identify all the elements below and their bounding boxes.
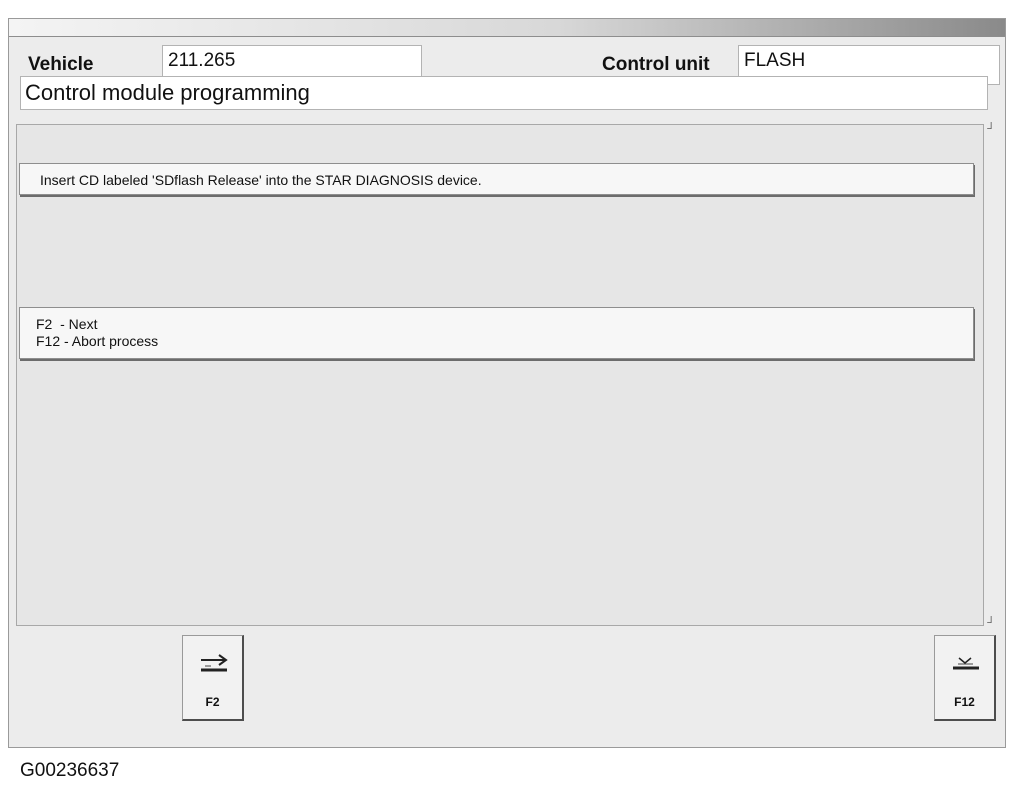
next-arrow-icon bbox=[197, 646, 231, 680]
option-abort-text: F12 - Abort process bbox=[36, 333, 159, 349]
scroll-corner-top: ┘ bbox=[987, 123, 995, 135]
f12-abort-button[interactable] bbox=[934, 635, 996, 721]
page-title: Control module programming bbox=[20, 76, 988, 110]
control-unit-label: Control unit bbox=[602, 54, 710, 75]
scroll-corner-bottom: ┘ bbox=[987, 617, 995, 629]
control-unit-field: FLASH bbox=[738, 45, 1000, 85]
title-bar bbox=[9, 19, 1005, 37]
instruction-message bbox=[19, 163, 974, 195]
option-next-text: F2 - Next bbox=[36, 316, 98, 332]
figure-id: G00236637 bbox=[20, 760, 120, 781]
message-panel bbox=[16, 123, 995, 629]
abort-icon bbox=[949, 646, 983, 680]
vehicle-label: Vehicle bbox=[28, 54, 94, 75]
instruction-text: Insert CD labeled 'SDflash Release' into the STAR DIAGNOSIS device. bbox=[40, 172, 482, 188]
f2-next-button[interactable] bbox=[182, 635, 244, 721]
f12-label: F12 bbox=[954, 695, 975, 709]
f2-label: F2 bbox=[205, 695, 220, 709]
vehicle-field: 211.265 bbox=[162, 45, 422, 85]
options-message bbox=[19, 307, 974, 359]
